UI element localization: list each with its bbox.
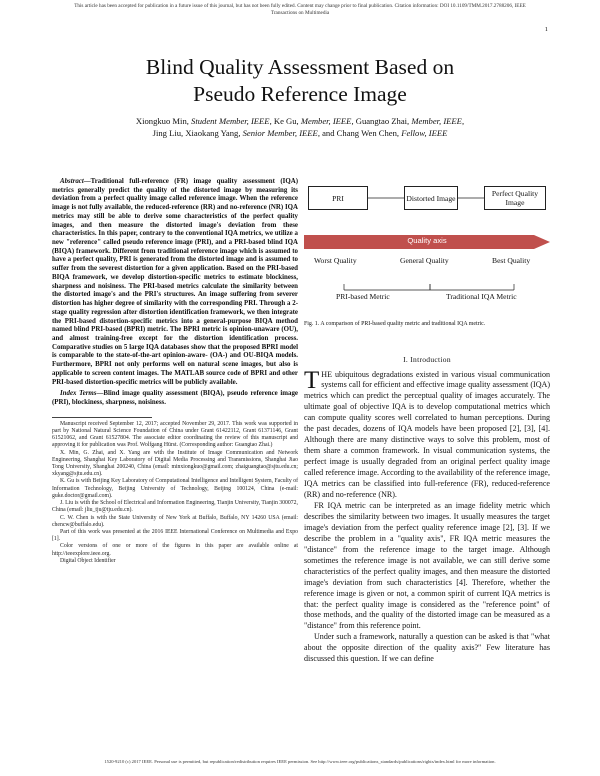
pri-metric-label: PRI-based Metric xyxy=(336,292,390,301)
author-role: Fellow, IEEE xyxy=(401,127,448,138)
footnote: K. Gu is with Beijing Key Laboratory of Computational Intelligence and Intelligent System, Faculty of Information Technology, Beijing University of Technology, Beijing 100124, China (e-mail: guke.doctor@gmail.com). xyxy=(52,478,298,499)
index-terms-text: —Blind image quality assessment (BIQA), pseudo reference image (PRI), blockiness, sharpness, noisiness. xyxy=(52,390,298,406)
right-column xyxy=(304,321,550,665)
footnote: J. Liu is with the School of Electrical and Information Engineering, Tianjin University, Tianjin 300072, China (email: jliu_tju@tju.edu.cn). xyxy=(52,500,298,514)
intro-body xyxy=(304,366,550,666)
author-text: , Guangtao Zhai, xyxy=(351,116,412,126)
intro-paragraph-2: FR IQA metric can be interpreted as an image fidelity metric which describes the similarity between two images. It usually measures the target image's deviation from the perfect quality reference image [2], [3]. If we describe the problem in a "quality axis", FR IQA metric measures the "distance" from the reference image to the target image. Although sometimes the reference image is not available, we can still derive some characteristics of the perfect quality images, and then measure the distorted image's deviation from such characteristics [4]. Therefore, whether the reference image is given or not, a common spirit of current IQA metrics is that: the perfect quality image is considered as the "reference point" of those methods, and the quality of the distorted image can be measured as a "distance" from this reference point. xyxy=(304,500,550,631)
paper-title xyxy=(40,54,560,108)
footnote: C. W. Chen is with the State University of New York at Buffalo, Buffalo, NY 14260 USA (email: chencw@buffalo.edu). xyxy=(52,514,298,528)
author-text: , xyxy=(461,116,465,126)
abstract xyxy=(52,178,298,387)
pri-box: PRI xyxy=(308,186,368,210)
worst-quality-label: Worst Quality xyxy=(314,256,357,265)
footnote: Color versions of one or more of the figures in this paper are available online at http://ieeexplore.ieee.org. xyxy=(52,543,298,557)
running-header-line2: Transactions on Multimedia xyxy=(270,10,330,16)
authors-line2 xyxy=(60,128,540,140)
author-role: Student Member, IEEE xyxy=(191,116,270,126)
page-number: 1 xyxy=(544,26,548,33)
author-text: , Ke Gu, xyxy=(269,116,301,126)
footnote: Digital Object Identifier xyxy=(60,557,116,564)
footnote: X. Min, G. Zhai, and X. Yang are with the Institute of Image Communication and Network Engineering, Shanghai Key Laboratory of Digital Media Processing and Transmissions, Shanghai Jiao Tong University, Shanghai 200240, China (email: minxiongkuo@gmail.com; zhaiguangtao@sjtu.edu.cn; xkyang@sjtu.edu.cn). xyxy=(52,449,298,478)
authors-line1 xyxy=(60,116,540,128)
figure-caption: Fig. 1. A comparison of PRI-based quality metric and traditional IQA metric. xyxy=(304,321,486,327)
intro-paragraph-1 xyxy=(304,366,550,501)
author-list xyxy=(60,116,540,139)
title-line1: Blind Quality Assessment Based on xyxy=(145,55,455,79)
left-column xyxy=(52,178,298,565)
intro-paragraph-3: Under such a framework, naturally a question can be asked is that "what about the opposite direction of the quality axis?" Few literature has discussed this question. If we can define xyxy=(304,632,550,664)
abstract-lead: Abstract xyxy=(60,178,84,185)
best-quality-label: Best Quality xyxy=(492,256,531,265)
author-text: , and Chang Wen Chen, xyxy=(317,127,402,138)
author-text: Jing Liu, Xiaokang Yang, xyxy=(152,127,243,138)
author-role: Member, IEEE xyxy=(300,116,352,126)
intro-p1-text: HE ubiquitous degradations existed in various visual communication systems call for efficient and effective image quality assessment (IQA) metrics which can predict the perceptual quality of images accurately. The ultimate goal of objective IQA is to develop computational metrics which can compute quality scores well correlated to human perceptions. During the past decades, dozens of IQA models have been proposed [2], [3], [4]. Although there are many distinctive ways to solve this problem, most of them share a common framework. In visual communication systems, the perfect image is usually degraded from an original perfect quality image called reference image. According to the availability of the reference image, IQA metrics can be classified into full-reference (FR), reduced-reference (RR) and no-reference (NR). xyxy=(304,369,550,499)
author-text: Xiongkuo Min, xyxy=(135,116,192,126)
section-heading: I. Introduction xyxy=(403,354,451,364)
figure-1 xyxy=(304,176,550,324)
page-footer: 1520-9210 (c) 2017 IEEE. Personal use is permitted, but republication/redistribution requires IEEE permission. See http://www.ieee.org/publications_standards/publications/rights/index.html for more information. xyxy=(104,759,496,764)
drop-cap: T xyxy=(304,366,320,394)
perfect-quality-image-box: Perfect Quality Image xyxy=(484,186,546,210)
traditional-metric-label: Traditional IQA Metric xyxy=(446,292,517,301)
author-role: Member, IEEE xyxy=(411,116,462,126)
footnote-divider xyxy=(52,417,152,418)
author-role: Senior Member, IEEE xyxy=(242,127,318,138)
running-header-line1: This article has been accepted for publication in a future issue of this journal, but has not been fully edited. Content may change prior to final publication. Citation information: DOI 10.1109/TMM.2017.2788206, IEEE xyxy=(74,3,526,9)
general-quality-label: General Quality xyxy=(400,256,449,265)
quality-axis-label: Quality axis xyxy=(407,236,447,245)
index-terms-lead: Index Terms xyxy=(60,390,97,398)
footnote: Manuscript received September 12, 2017; accepted November 29, 2017. This work was supported in part by National Natural Science Foundation of China under Grant 61422112, Grant 61371146, Grant 61521062, and Grant 61527804. The associate editor coordinating the review of this manuscript and approving it for publication was Prof. Wolfgang Hürst. (Corresponding author: Guangtao Zhai.) xyxy=(52,420,298,449)
running-header xyxy=(14,3,586,17)
footnote: Part of this work was presented at the 2016 IEEE International Conference on Multimedia and Expo [1]. xyxy=(52,528,298,543)
distorted-image-box: Distorted Image xyxy=(404,186,458,210)
title-line2: Pseudo Reference Image xyxy=(193,82,407,106)
abstract-text: —Traditional full-reference (FR) image quality assessment (IQA) metrics generally predict the quality of the distorted image by measuring its deviation from a perfect quality image called reference image. When the reference image is not fully available, the reduced-reference (RR) and no-reference (NR) IQA metrics may still be able to derive some characteristics of the perfect quality images, and then measure the distorted image's deviation from these characteristics. In this paper, contrary to the conventional IQA metrics, we utilize a new "reference" called pseudo reference image (PRI), and a PRI-based blind IQA (BIQA) framework. Different from traditional reference image which is assumed to have a perfect quality, PRI is generated from the distorted image and is assumed to suffer from the severest distortion for a given application. Based on the PRI-based BIQA framework, we develop distortion-specific metrics to estimate blockiness, sharpness and noisiness. The PRI-based metrics calculate the similarity between the distorted image's and the PRI's structures. An image suffering from severer distortion has higher degree of similarity with the corresponding PRI. Through a 2-stage quality regression after distortion identification framework, we then integrate the PRI-based distortion-specific metrics into a general-purpose BIQA method named blind PRI-based (BPRI) metric. The BPRI metric is opinion-unaware (OU), and almost training-free except for the distortion identification process. Comparative studies on 5 large IQA databases show that the proposed BPRI model is comparable to the state-of-the-art opinion-aware- (OA-) and OU-BIQA models. Furthermore, BPRI not only performs well on natural scene images, but also is applicable to screen content images. The MATLAB source code of BPRI and other PRI-based distortion-specific metrics will be publicly available. xyxy=(52,178,298,386)
index-terms xyxy=(52,390,298,407)
